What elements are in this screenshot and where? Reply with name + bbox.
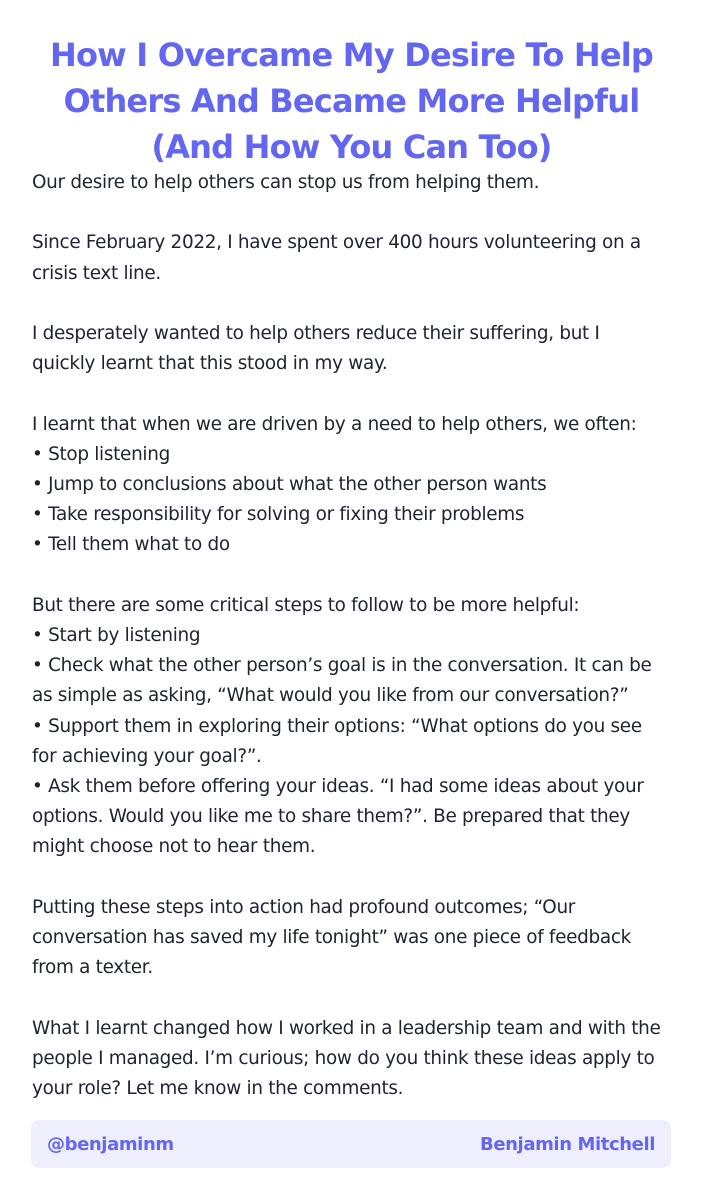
title-line: How I Overcame My Desire To Help: [49, 36, 654, 74]
bullet-item-continuation: might choose not to hear them.: [32, 836, 316, 858]
body-blank-line: [32, 561, 680, 591]
body-line: people I managed. I’m curious; how do you think these ideas apply to: [32, 1047, 655, 1069]
bullet-item: • Start by listening: [32, 624, 201, 646]
bullet-item: • Check what the other person’s goal is in the conversation. It can be: [32, 655, 652, 677]
body-blank-line: [32, 863, 680, 893]
author-name: Benjamin Mitchell: [480, 1133, 655, 1155]
body-line: conversation has saved my life tonight” was one piece of feedback: [32, 927, 631, 948]
bullet-item: • Ask them before offering your ideas. “I had some ideas about your: [32, 776, 644, 797]
body-blank-line: [32, 289, 680, 319]
bullet-item: • Jump to conclusions about what the other person wants: [32, 473, 547, 495]
author-footer: [31, 1120, 671, 1168]
post-body: [32, 168, 680, 1104]
body-line: What I learnt changed how I worked in a leadership team and with the: [32, 1017, 661, 1039]
bullet-item: • Tell them what to do: [32, 534, 230, 556]
body-line: your role? Let me know in the comments.: [32, 1078, 404, 1099]
body-line: I desperately wanted to help others reduce their suffering, but I: [32, 322, 600, 344]
bullet-item: • Take responsibility for solving or fixing their problems: [32, 504, 525, 526]
body-blank-line: [32, 379, 680, 409]
body-line: quickly learnt that this stood in my way.: [32, 353, 388, 375]
body-line: Since February 2022, I have spent over 400 hours volunteering on a: [32, 232, 641, 254]
title-line: Others And Became More Helpful: [63, 82, 640, 120]
bullet-item: • Support them in exploring their options: “What options do you see: [32, 715, 642, 737]
body-line: crisis text line.: [32, 262, 161, 284]
body-line: I learnt that when we are driven by a need to help others, we often:: [32, 413, 637, 435]
body-line: Our desire to help others can stop us from helping them.: [32, 172, 540, 193]
body-blank-line: [32, 198, 680, 228]
bullet-item-continuation: as simple as asking, “What would you like from our conversation?”: [32, 685, 629, 707]
bullet-item-continuation: options. Would you like me to share them?”. Be prepared that they: [32, 806, 630, 828]
author-handle: @benjaminm: [47, 1133, 174, 1155]
title-line: (And How You Can Too): [151, 128, 552, 166]
body-line: But there are some critical steps to follow to be more helpful:: [32, 594, 580, 616]
body-blank-line: [32, 983, 680, 1013]
bullet-item-continuation: for achieving your goal?”.: [32, 745, 262, 767]
bullet-item: • Stop listening: [32, 443, 170, 465]
body-line: from a texter.: [32, 957, 153, 979]
post-title: [20, 32, 683, 170]
body-line: Putting these steps into action had profound outcomes; “Our: [32, 896, 576, 918]
